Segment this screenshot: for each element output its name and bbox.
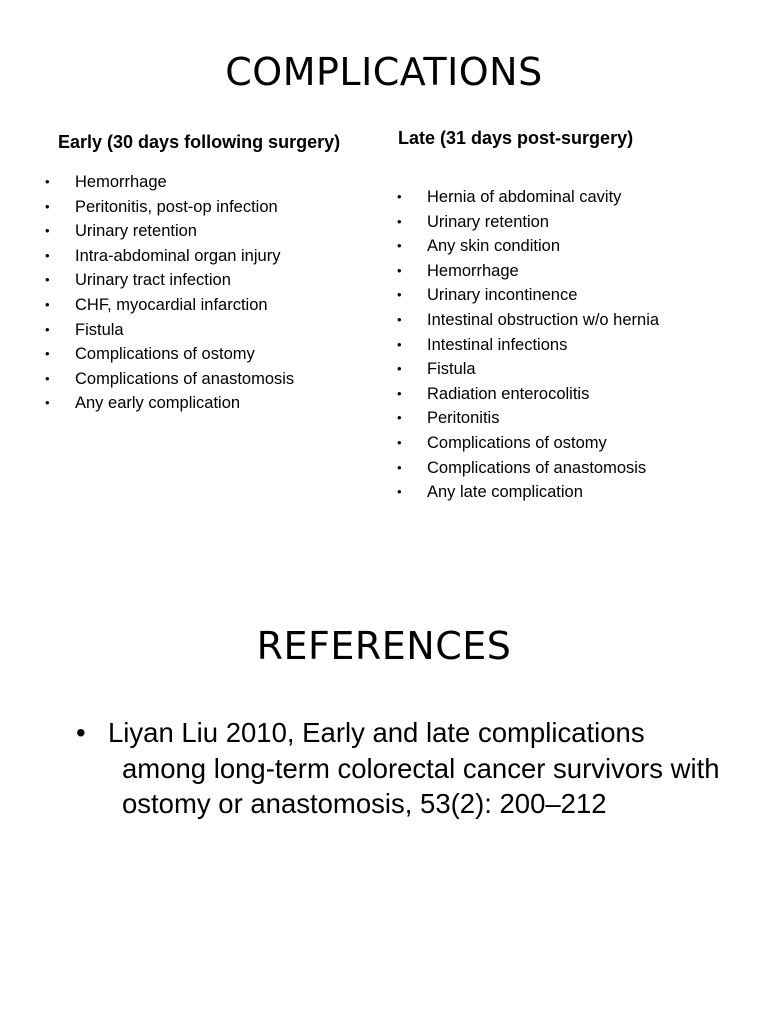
bullet-icon: •	[45, 247, 50, 263]
list-item	[397, 283, 659, 308]
bullet-icon: •	[397, 287, 402, 303]
references-title: REFERENCES	[256, 624, 512, 668]
list-item-label: Urinary retention	[427, 212, 549, 231]
list-item	[45, 293, 294, 318]
list-item	[397, 431, 659, 456]
list-item-label: Intra-abdominal organ injury	[75, 246, 281, 265]
bullet-icon: •	[397, 189, 402, 204]
list-item	[397, 357, 659, 382]
list-item	[45, 391, 294, 416]
bullet-icon: •	[397, 262, 402, 278]
list-item	[397, 259, 659, 284]
list-item	[397, 456, 659, 481]
list-item-label: CHF, myocardial infarction	[75, 295, 268, 314]
bullet-icon: •	[45, 198, 50, 214]
early-complications-list	[45, 170, 294, 416]
list-item	[397, 210, 659, 235]
list-item-label: Any skin condition	[427, 237, 560, 256]
list-item-label: Peritonitis, post-op infection	[75, 197, 278, 216]
list-item	[45, 367, 294, 392]
list-item-label: Intestinal infections	[427, 335, 568, 354]
late-complications-heading: Late (31 days post-surgery)	[398, 128, 634, 148]
bullet-icon: •	[76, 717, 86, 748]
bullet-icon: •	[397, 434, 402, 450]
bullet-icon: •	[45, 370, 50, 386]
list-item	[45, 268, 294, 293]
bullet-icon: •	[45, 272, 50, 288]
reference-text: Liyan Liu 2010, Early and late complications among long-term colorectal cancer survivors with ostomy or anastomosis, 53(2): 200–212	[108, 717, 720, 819]
bullet-icon: •	[397, 385, 402, 401]
bullet-icon: •	[397, 213, 402, 229]
list-item-label: Urinary incontinence	[427, 286, 578, 305]
bullet-icon: •	[397, 238, 402, 254]
list-item	[45, 195, 294, 220]
early-complications-heading: Early (30 days following surgery)	[58, 132, 341, 152]
bullet-icon: •	[45, 346, 50, 362]
list-item	[45, 342, 294, 367]
list-item-label: Hemorrhage	[427, 261, 519, 280]
list-item-label: Any early complication	[75, 394, 241, 413]
list-item-label: Intestinal obstruction w/o hernia	[427, 310, 660, 329]
list-item	[397, 308, 659, 333]
bullet-icon: •	[45, 395, 50, 411]
list-item-label: Peritonitis	[427, 409, 500, 428]
list-item	[397, 406, 659, 431]
list-item-label: Urinary tract infection	[75, 271, 231, 290]
list-item-label: Fistula	[75, 320, 124, 339]
bullet-icon: •	[397, 459, 402, 475]
list-item	[45, 219, 294, 244]
references-list	[44, 715, 724, 822]
list-item-label: Hemorrhage	[75, 173, 167, 191]
bullet-icon: •	[397, 361, 402, 377]
list-item-label: Complications of ostomy	[427, 433, 607, 452]
complications-title: COMPLICATIONS	[225, 50, 543, 94]
bullet-icon: •	[397, 484, 402, 500]
list-item	[45, 244, 294, 269]
list-item	[45, 318, 294, 343]
reference-item	[44, 715, 724, 822]
list-item-label: Urinary retention	[75, 222, 197, 241]
list-item-label: Hernia of abdominal cavity	[427, 188, 622, 206]
list-item	[397, 382, 659, 407]
list-item	[45, 170, 294, 195]
list-item	[397, 333, 659, 358]
list-item	[397, 234, 659, 259]
list-item-label: Any late complication	[427, 483, 583, 502]
list-item	[397, 185, 659, 210]
bullet-icon: •	[45, 174, 50, 189]
list-item-label: Radiation enterocolitis	[427, 384, 590, 403]
list-item-label: Complications of ostomy	[75, 345, 255, 364]
list-item	[397, 480, 659, 505]
bullet-icon: •	[397, 311, 402, 327]
list-item-label: Complications of anastomosis	[75, 369, 295, 388]
late-complications-list	[397, 185, 659, 505]
bullet-icon: •	[45, 223, 50, 239]
list-item-label: Fistula	[427, 360, 476, 379]
bullet-icon: •	[45, 296, 50, 312]
bullet-icon: •	[397, 410, 402, 426]
bullet-icon: •	[45, 321, 50, 337]
list-item-label: Complications of anastomosis	[427, 458, 647, 477]
bullet-icon: •	[397, 336, 402, 352]
